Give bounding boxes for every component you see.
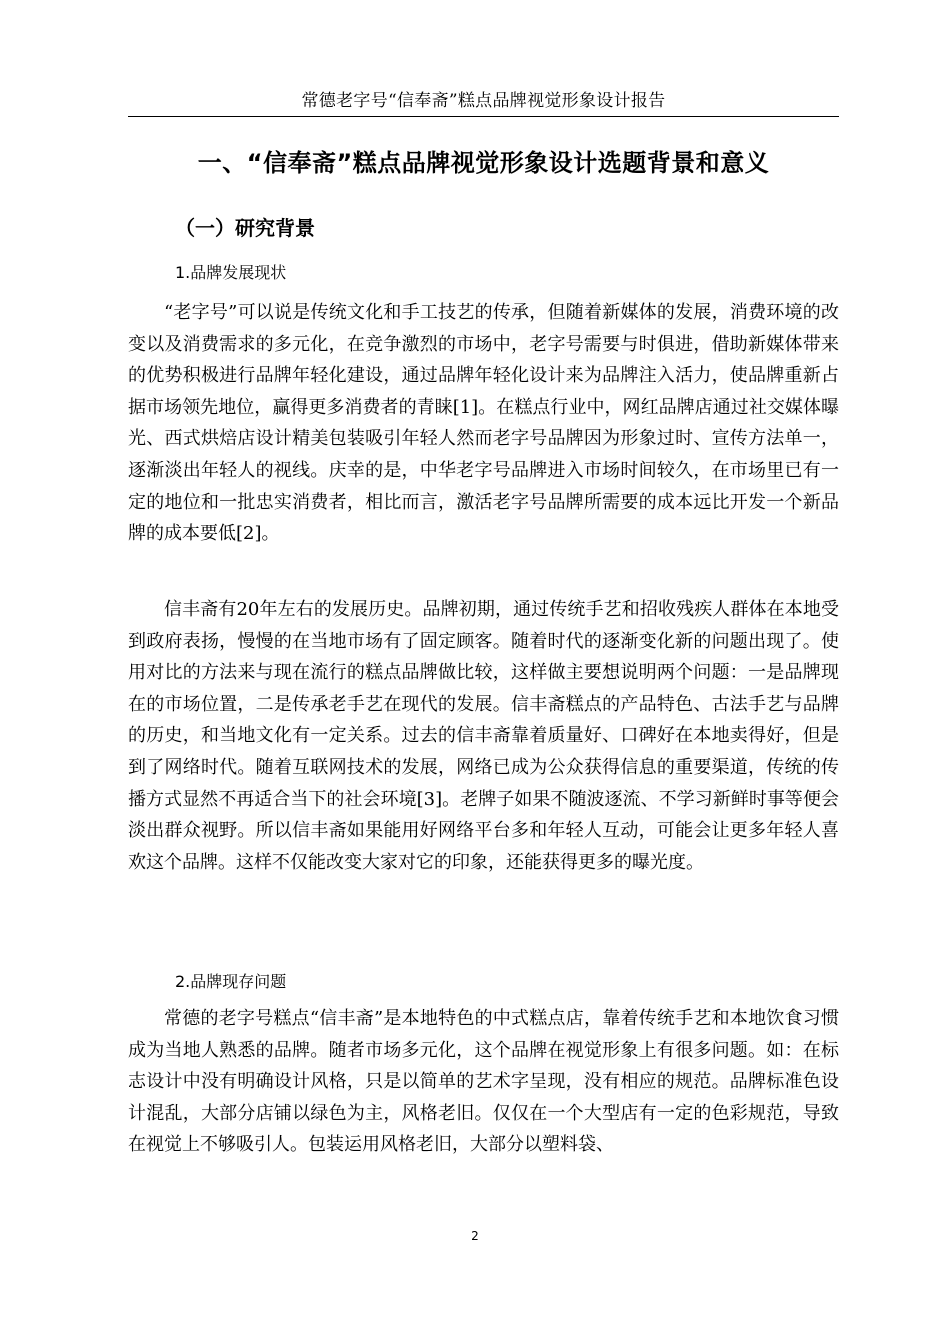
section-title: （一）研究背景 bbox=[175, 216, 315, 240]
chapter-title: 一、“信奉斋”糕点品牌视觉形象设计选题背景和意义 bbox=[197, 149, 770, 177]
body-paragraph-3: 常德的老字号糕点“信丰斋”是本地特色的中式糕点店，靠着传统手艺和本地饮食习惯成为当地人熟悉的品牌。随者市场多元化，这个品牌在视觉形象上有很多问题。如：在标志设计中没有明确设计风格，只是以简单的艺术字呈现，没有相应的规范。品牌标准色设计混乱，大部分店铺以绿色为主，风格老旧。仅仅在一个大型店有一定的色彩规范，导致在视觉上不够吸引人。包装运用风格老旧，大部分以塑料袋、 bbox=[128, 1008, 839, 1156]
subsection-title-1: 1.品牌发展现状 bbox=[175, 263, 287, 282]
subsection-title-2: 2.品牌现存问题 bbox=[175, 972, 287, 991]
running-header: 常德老字号“信奉斋”糕点品牌视觉形象设计报告 bbox=[301, 91, 666, 111]
body-paragraph-1: “老字号”可以说是传统文化和手工技艺的传承，但随着新媒体的发展，消费环境的改变以及消费需求的多元化，在竞争激烈的市场中，老字号需要与时俱进，借助新媒体带来的优势积极进行品牌年轻化建设，通过品牌年轻化设计来为品牌注入活力，使品牌重新占据市场领先地位，赢得更多消费者的青睐[1]。在糕点行业中，网红品牌店通过社交媒体曝光、西式烘焙店设计精美包装吸引年轻人然而老字号品牌因为形象过时、宣传方法单一，逐渐淡出年轻人的视线。庆幸的是，中华老字号品牌进入市场时间较久，在市场里已有一定的地位和一批忠实消费者，相比而言，激活老字号品牌所需要的成本远比开发一个新品牌的成本要低[2]。 bbox=[128, 302, 839, 545]
header-rule bbox=[128, 116, 839, 117]
page-number: 2 bbox=[471, 1229, 479, 1243]
body-paragraph-2: 信丰斋有20年左右的发展历史。品牌初期，通过传统手艺和招收残疾人群体在本地受到政府表扬，慢慢的在当地市场有了固定顾客。随着时代的逐渐变化新的问题出现了。使用对比的方法来与现在流行的糕点品牌做比较，这样做主要想说明两个问题：一是品牌现在的市场位置，二是传承老手艺在现代的发展。信丰斋糕点的产品特色、古法手艺与品牌的历史，和当地文化有一定关系。过去的信丰斋靠着质量好、口碑好在本地卖得好，但是到了网络时代。随着互联网技术的发展，网络已成为公众获得信息的重要渠道，传统的传播方式显然不再适合当下的社会环境[3]。老牌子如果不随波逐流、不学习新鲜时事等便会淡出群众视野。所以信丰斋如果能用好网络平台多和年轻人互动，可能会让更多年轻人喜欢这个品牌。这样不仅能改变大家对它的印象，还能获得更多的曝光度。 bbox=[128, 599, 839, 873]
